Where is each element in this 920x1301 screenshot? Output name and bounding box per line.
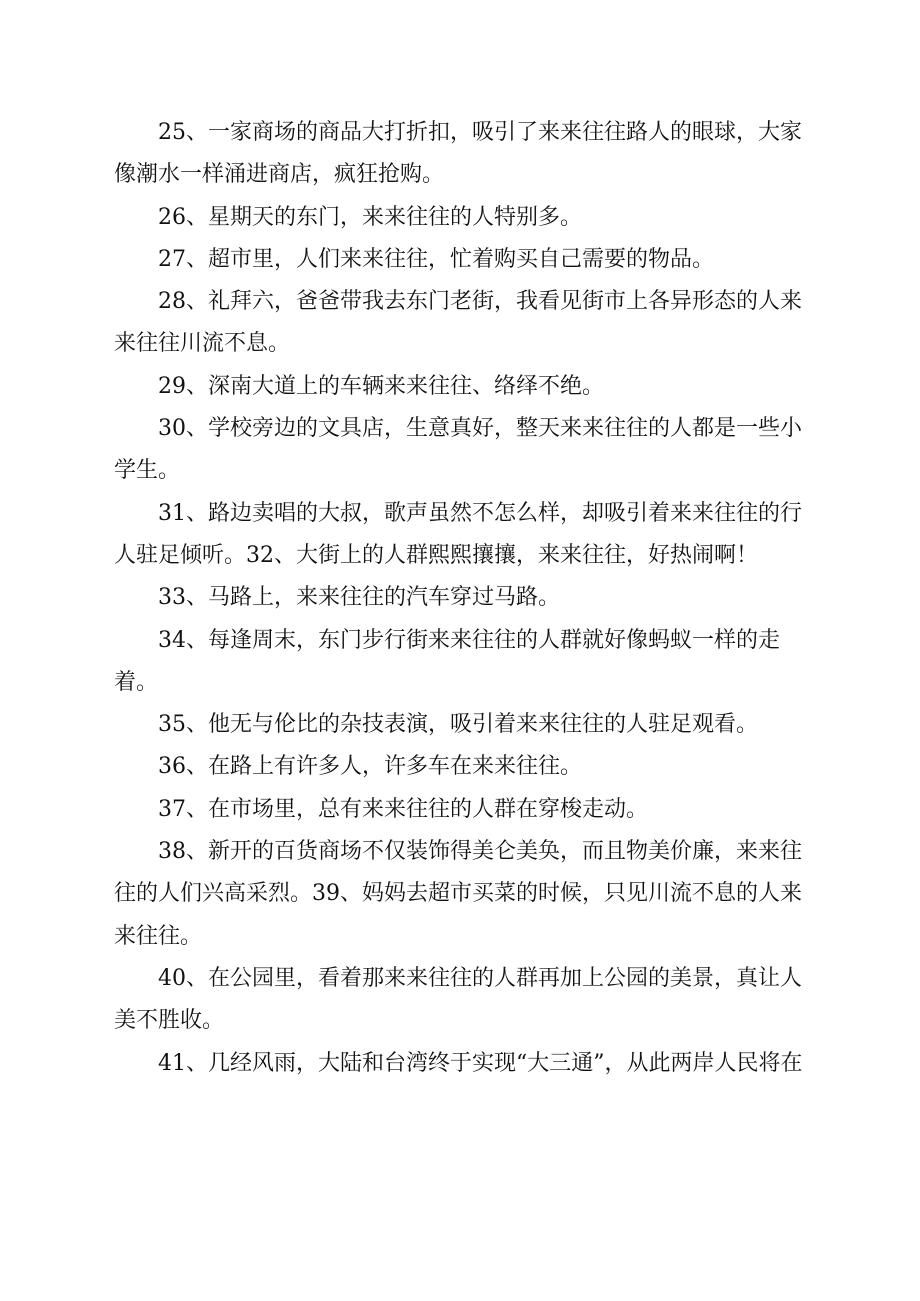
paragraph-27: 27、超市里，人们来来往往，忙着购买自己需要的物品。 xyxy=(158,246,714,272)
paragraph-38-39: 38、新开的百货商场不仅装饰得美仑美奂，而且物美价廉，来来往往的人们兴高采烈。39、妈妈去超市买菜的时候，只见川流不息的人来来往往。 xyxy=(114,839,802,949)
paragraph-40: 40、在公园里，看着那来来往往的人群再加上公园的美景，真让人美不胜收。 xyxy=(114,965,802,1034)
paragraph-41: 41、几经风雨，大陆和台湾终于实现“大三通”，从此两岸人民将在 xyxy=(158,1050,803,1076)
paragraph-36: 36、在路上有许多人，许多车在来来往往。 xyxy=(158,754,582,780)
paragraph-34: 34、每逢周末，东门步行街来来往往的人群就好像蚂蚁一样的走着。 xyxy=(114,627,780,695)
paragraph-35: 35、他无与伦比的杂技表演，吸引着来来往往的人驻足观看。 xyxy=(158,712,758,738)
paragraph-37: 37、在市场里，总有来来往往的人群在穿梭走动。 xyxy=(158,796,648,822)
paragraph-28: 28、礼拜六，爸爸带我去东门老街，我看见街市上各异形态的人来来往往川流不息。 xyxy=(114,289,802,357)
paragraph-31-32: 31、路边卖唱的大叔，歌声虽然不怎么样，却吸引着来来往往的行人驻足倾听。32、大街上的人群熙熙攘攘，来来往往，好热闹啊！ xyxy=(114,500,802,568)
paragraph-33: 33、马路上，来来往往的汽车穿过马路。 xyxy=(158,585,560,611)
paragraph-29: 29、深南大道上的车辆来来往往、络绎不绝。 xyxy=(158,373,604,399)
paragraph-25: 25、一家商场的商品大打折扣，吸引了来来往往路人的眼球，大家像潮水一样涌进商店，疯狂抢购。 xyxy=(114,120,802,188)
paragraph-26: 26、星期天的东门，来来往往的人特别多。 xyxy=(158,204,582,230)
paragraph-30: 30、学校旁边的文具店，生意真好，整天来来往往的人都是一些小学生。 xyxy=(114,416,802,484)
document-body xyxy=(114,112,804,1085)
